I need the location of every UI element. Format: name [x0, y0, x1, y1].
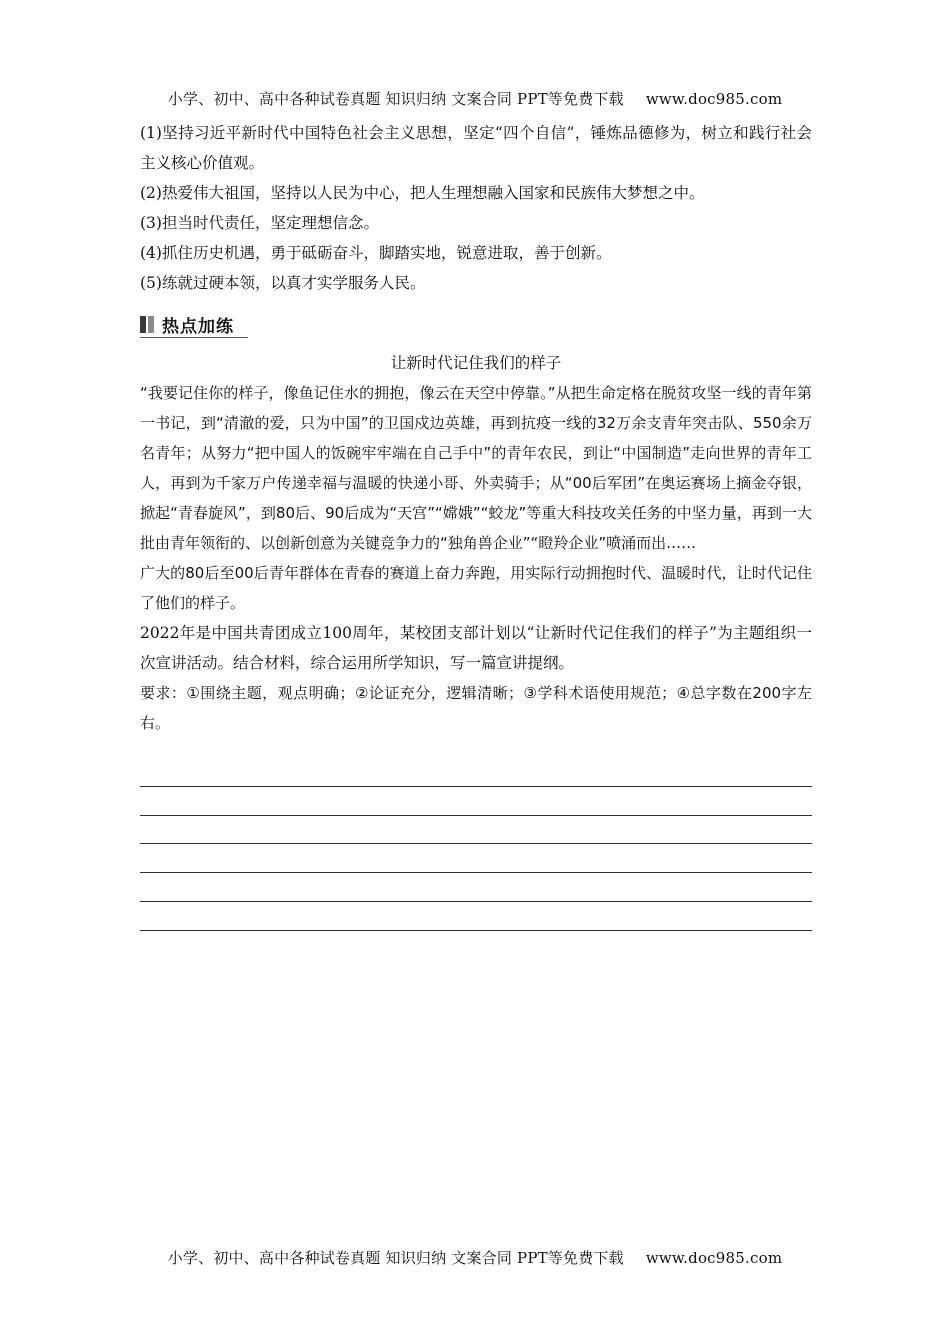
- point-3: (3)担当时代责任，坚定理想信念。: [140, 214, 379, 232]
- page-header: [0, 88, 950, 109]
- footer-site-link[interactable]: www.doc985.com: [645, 1249, 783, 1267]
- answer-line[interactable]: [140, 844, 812, 873]
- answer-line[interactable]: [140, 816, 812, 845]
- answer-area[interactable]: [140, 758, 812, 931]
- section-heading: [140, 310, 248, 338]
- section-underline: [140, 337, 248, 338]
- article-paragraph-2: 广大的80后至00后青年群体在青春的赛道上奋力奔跑，用实际行动拥抱时代、温暖时代，让时代记住了他们的样子。: [140, 564, 812, 612]
- point-2: (2)热爱伟大祖国，坚持以人民为中心，把人生理想融入国家和民族伟大梦想之中。: [140, 184, 705, 202]
- answer-line[interactable]: [140, 902, 812, 931]
- footer-text: 小学、初中、高中各种试卷真题 知识归纳 文案合同 PPT等免费下载: [167, 1249, 624, 1267]
- answer-line[interactable]: [140, 873, 812, 902]
- article-paragraph-1: “我要记住你的样子，像鱼记住水的拥抱，像云在天空中停靠。”从把生命定格在脱贫攻坚一线的青年第一书记，到“清澈的爱，只为中国”的卫国戍边英雄，再到抗疫一线的32万余支青年突击队、550余万名青年；从努力“把中国人的饭碗牢牢端在自己手中”的青年农民，到让“中国制造”走向世界的青年工人，再到为千家万户传递幸福与温暖的快递小哥、外卖骑手；从“00后军团”在奥运赛场上摘金夺银，掀起“青春旋风”，到80后、90后成为“天宫”“嫦娥”“蛟龙”等重大科技攻关任务的中坚力量，再到一大批由青年领衔的、以创新创意为关键竞争力的“独角兽企业”“瞪羚企业”喷涌而出……: [140, 384, 812, 552]
- point-4: (4)抓住历史机遇，勇于砥砺奋斗，脚踏实地，锐意进取，善于创新。: [140, 244, 612, 262]
- section-label: 热点加练: [162, 316, 234, 337]
- header-text: 小学、初中、高中各种试卷真题 知识归纳 文案合同 PPT等免费下载: [167, 90, 624, 108]
- question-prompt: 2022年是中国共青团成立100周年，某校团支部计划以“让新时代记住我们的样子”为主题组织一次宣讲活动。结合材料，综合运用所学知识，写一篇宣讲提纲。: [140, 624, 812, 672]
- answer-line[interactable]: [140, 787, 812, 816]
- point-1: (1)坚持习近平新时代中国特色社会主义思想，坚定“四个自信”，锤炼品德修为，树立和践行社会主义核心价值观。: [140, 124, 812, 172]
- question-requirements: 要求：①围绕主题，观点明确；②论证充分，逻辑清晰；③学科术语使用规范；④总字数在200字左右。: [140, 684, 812, 732]
- section-marker-icon-secondary: [148, 316, 154, 333]
- section-marker-icon: [140, 316, 146, 333]
- article-title: 让新时代记住我们的样子: [390, 354, 562, 372]
- page-footer: [0, 1247, 950, 1268]
- header-site-link[interactable]: www.doc985.com: [645, 90, 783, 108]
- answer-line[interactable]: [140, 758, 812, 787]
- point-5: (5)练就过硬本领，以真才实学服务人民。: [140, 274, 426, 292]
- document-body: [140, 118, 812, 931]
